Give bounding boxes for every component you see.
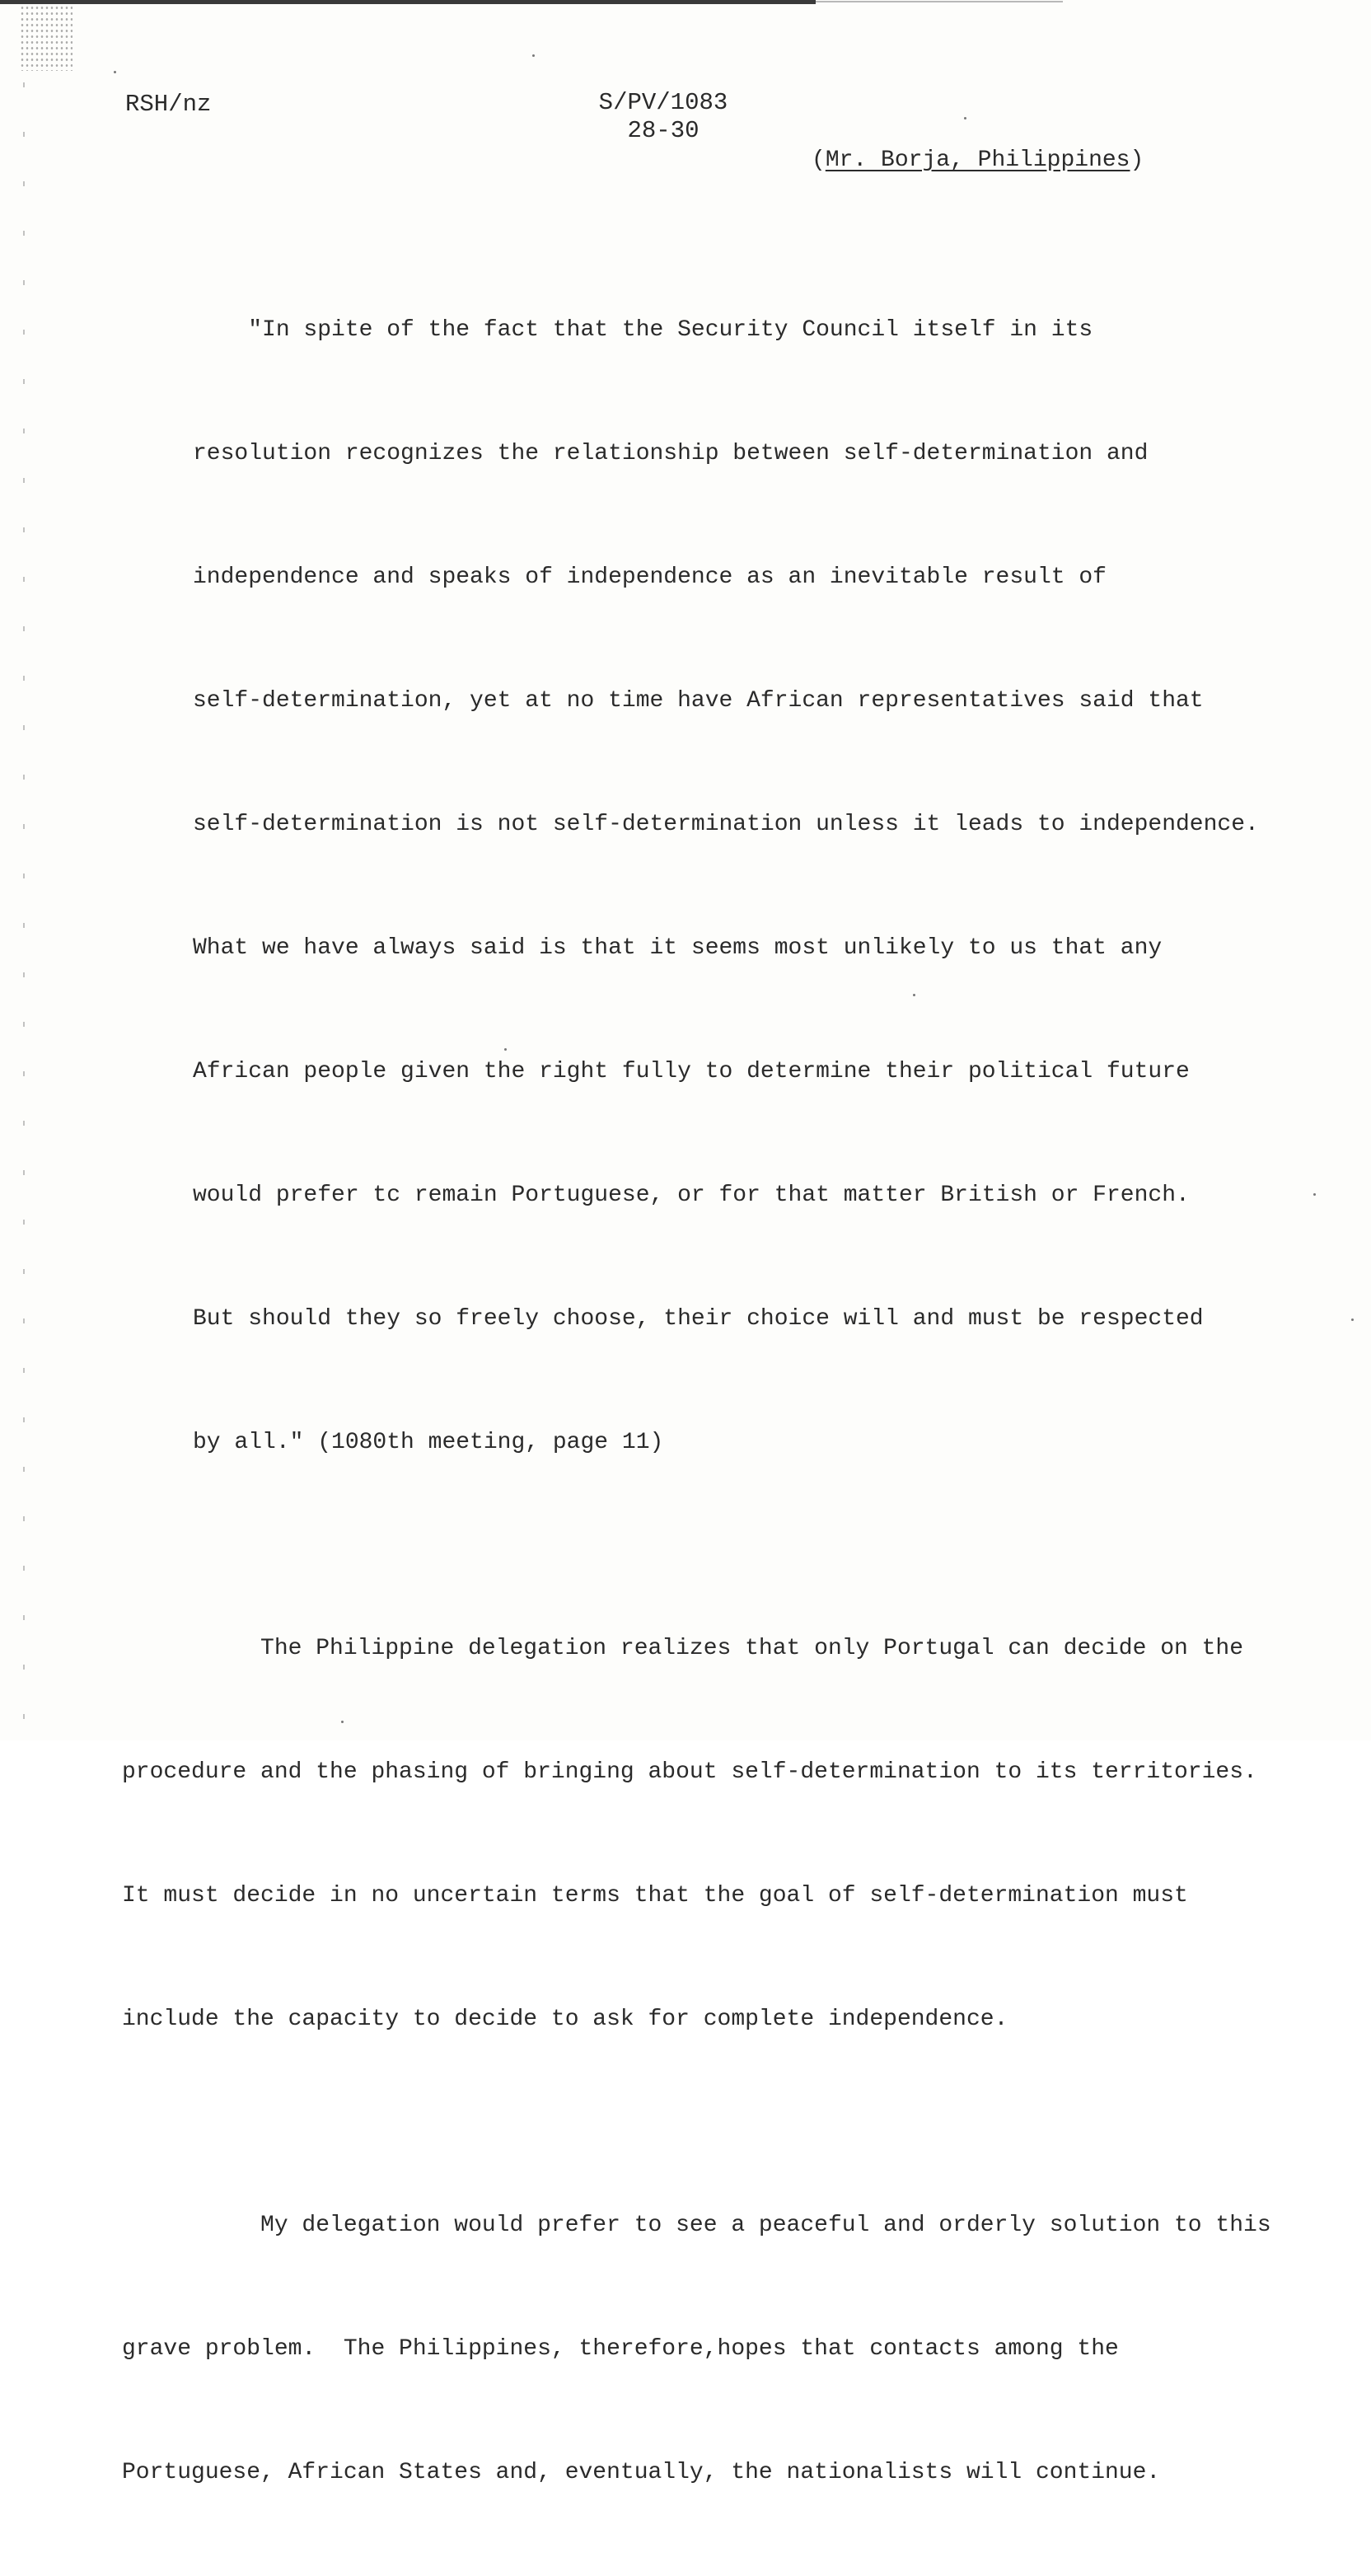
quote-line: "In spite of the fact that the Security Council itself in its	[193, 317, 1093, 343]
document-symbol: S/PV/1083	[598, 89, 728, 116]
paragraph-line: Portuguese, African States and, eventually, the nationalists will continue.	[122, 2460, 1161, 2485]
scan-speckle	[20, 5, 73, 71]
quote-line: resolution recognizes the relationship between self-determination and	[193, 441, 1149, 466]
scan-dot	[1313, 1193, 1316, 1196]
paragraph-line: include the capacity to decide to ask for complete independence.	[122, 2007, 1008, 2032]
speaker-paren-close: )	[1130, 148, 1144, 173]
block-quote	[193, 227, 1259, 1546]
quote-line: self-determination, yet at no time have African representatives said that	[193, 688, 1204, 714]
document-body	[122, 227, 1271, 2576]
top-edge-rule	[0, 0, 816, 4]
quote-line: independence and speaks of independence as an inevitable result of	[193, 564, 1107, 590]
paragraph-line: My delegation would prefer to see a peaceful and orderly solution to this	[122, 2213, 1271, 2238]
top-edge-rule-faint	[816, 1, 1063, 2]
speaker-name: Mr. Borja, Philippines	[825, 148, 1130, 173]
paragraph-delegation-position	[122, 1546, 1259, 2123]
paragraph-line: The Philippine delegation realizes that only Portugal can decide on the	[122, 1636, 1244, 1661]
scan-dot	[532, 54, 535, 57]
speaker-paren-open: (	[812, 148, 826, 173]
paragraph-peaceful-solution	[122, 2123, 1271, 2576]
paragraph-line: procedure and the phasing of bringing about self-determination to its territories.	[122, 1759, 1257, 1785]
document-reference	[577, 89, 750, 145]
quote-line: by all." (1080th meeting, page 11)	[193, 1430, 664, 1455]
quote-line: self-determination is not self-determination unless it leads to independence.	[193, 812, 1259, 837]
quote-line: But should they so freely choose, their choice will and must be respected	[193, 1306, 1204, 1332]
paragraph-line: It must decide in no uncertain terms that the goal of self-determination must	[122, 1883, 1188, 1909]
quote-line: What we have always said is that it seems most unlikely to us that any	[193, 935, 1163, 961]
quote-line: would prefer tc remain Portuguese, or for that matter British or French.	[193, 1183, 1190, 1208]
scan-dot	[114, 71, 116, 73]
page-range: 28-30	[627, 117, 700, 144]
quote-line: African people given the right fully to determine their political future	[193, 1059, 1190, 1084]
paragraph-line: grave problem. The Philippines, therefore,hopes that contacts among the	[122, 2336, 1119, 2362]
scan-left-edge	[23, 82, 25, 1731]
scan-dot	[1351, 1318, 1354, 1321]
scan-dot	[964, 117, 966, 119]
reference-initials: RSH/nz	[125, 91, 212, 118]
speaker-attribution	[812, 147, 1144, 175]
